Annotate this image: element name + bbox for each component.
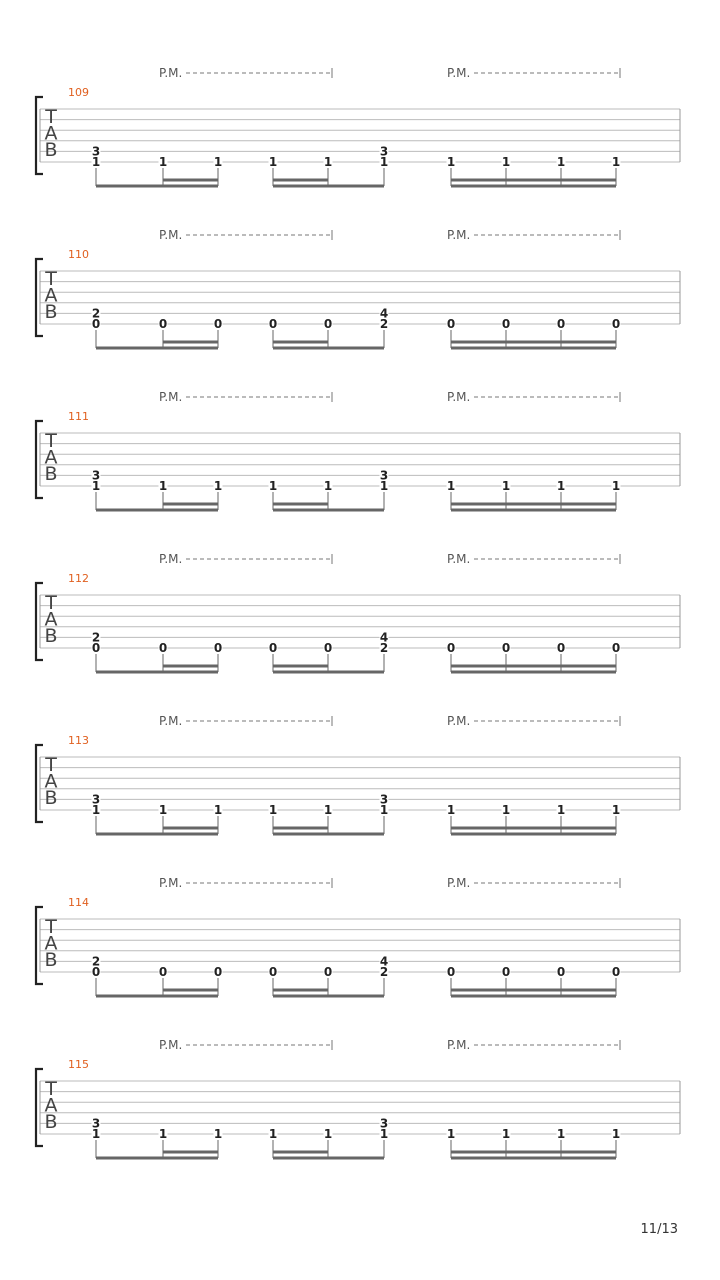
fret-number: 1 <box>91 479 101 493</box>
bar-number: 109 <box>68 86 89 99</box>
fret-number: 1 <box>91 1127 101 1141</box>
tab-clef-letter: T <box>45 268 57 290</box>
tab-clef-letter: T <box>45 592 57 614</box>
fret-number: 0 <box>446 641 456 655</box>
fret-number: 1 <box>379 155 389 169</box>
tab-clef-letter: B <box>44 139 58 161</box>
fret-number: 0 <box>446 965 456 979</box>
tab-clef-letter: B <box>44 625 58 647</box>
fret-number: 3 <box>91 792 101 807</box>
tab-clef-letter: A <box>44 122 58 145</box>
tab-clef-letter: T <box>45 1078 57 1100</box>
fret-number: 1 <box>91 155 101 169</box>
tab-clef-letter: A <box>44 770 58 793</box>
tab-system <box>36 66 680 186</box>
fret-number: 0 <box>268 965 278 979</box>
fret-number: 0 <box>158 965 168 979</box>
fret-number: 0 <box>323 317 333 331</box>
bar-number: 115 <box>68 1058 89 1071</box>
fret-number: 0 <box>446 317 456 331</box>
fret-number: 1 <box>556 1127 566 1141</box>
palm-mute-label: P.M. <box>447 714 471 728</box>
fret-number: 0 <box>556 317 566 331</box>
tab-system <box>36 714 680 834</box>
fret-number: 1 <box>556 479 566 493</box>
fret-number: 0 <box>268 641 278 655</box>
fret-number: 0 <box>213 317 223 331</box>
palm-mute-label: P.M. <box>159 714 183 728</box>
palm-mute-label: P.M. <box>447 1038 471 1052</box>
fret-number: 1 <box>379 479 389 493</box>
tab-clef-letter: A <box>44 446 58 469</box>
palm-mute-label: P.M. <box>447 228 471 242</box>
fret-number: 1 <box>213 155 223 169</box>
fret-number: 0 <box>556 641 566 655</box>
fret-number: 4 <box>379 306 389 321</box>
fret-number: 1 <box>501 1127 511 1141</box>
fret-number: 3 <box>379 792 389 807</box>
palm-mute-label: P.M. <box>447 552 471 566</box>
fret-number: 0 <box>158 641 168 655</box>
tab-system <box>36 1038 680 1158</box>
bar-number: 114 <box>68 896 89 909</box>
fret-number: 1 <box>158 803 168 817</box>
fret-number: 0 <box>611 641 621 655</box>
fret-number: 1 <box>611 479 621 493</box>
fret-number: 1 <box>501 155 511 169</box>
fret-number: 1 <box>323 803 333 817</box>
palm-mute-label: P.M. <box>447 876 471 890</box>
fret-number: 1 <box>213 1127 223 1141</box>
fret-number: 1 <box>611 803 621 817</box>
fret-number: 0 <box>501 641 511 655</box>
fret-number: 1 <box>213 803 223 817</box>
palm-mute-label: P.M. <box>159 876 183 890</box>
fret-number: 1 <box>379 1127 389 1141</box>
fret-number: 2 <box>379 965 389 979</box>
fret-number: 1 <box>379 803 389 817</box>
fret-number: 0 <box>91 965 101 979</box>
tab-clef-letter: A <box>44 1094 58 1117</box>
tab-clef-letter: T <box>45 916 57 938</box>
fret-number: 1 <box>268 1127 278 1141</box>
tab-system <box>36 228 680 348</box>
fret-number: 3 <box>91 1116 101 1131</box>
tab-clef-letter: T <box>45 430 57 452</box>
palm-mute-label: P.M. <box>159 228 183 242</box>
fret-number: 0 <box>91 641 101 655</box>
fret-number: 1 <box>446 803 456 817</box>
fret-number: 1 <box>158 1127 168 1141</box>
fret-number: 1 <box>501 803 511 817</box>
fret-number: 1 <box>268 479 278 493</box>
tab-clef-letter: B <box>44 787 58 809</box>
fret-number: 2 <box>91 954 101 969</box>
bar-number: 112 <box>68 572 89 585</box>
fret-number: 3 <box>91 144 101 159</box>
palm-mute-label: P.M. <box>159 390 183 404</box>
fret-number: 3 <box>379 468 389 483</box>
fret-number: 2 <box>379 641 389 655</box>
tab-clef-letter: B <box>44 1111 58 1133</box>
fret-number: 1 <box>323 155 333 169</box>
fret-number: 0 <box>213 965 223 979</box>
fret-number: 3 <box>379 1116 389 1131</box>
fret-number: 2 <box>91 306 101 321</box>
fret-number: 3 <box>379 144 389 159</box>
fret-number: 0 <box>611 965 621 979</box>
fret-number: 1 <box>323 479 333 493</box>
fret-number: 2 <box>91 630 101 645</box>
fret-number: 0 <box>158 317 168 331</box>
palm-mute-label: P.M. <box>447 66 471 80</box>
fret-number: 0 <box>213 641 223 655</box>
fret-number: 1 <box>268 155 278 169</box>
fret-number: 1 <box>158 155 168 169</box>
fret-number: 0 <box>556 965 566 979</box>
fret-number: 1 <box>556 155 566 169</box>
fret-number: 0 <box>91 317 101 331</box>
palm-mute-label: P.M. <box>159 66 183 80</box>
fret-number: 1 <box>91 803 101 817</box>
fret-number: 1 <box>323 1127 333 1141</box>
fret-number: 1 <box>446 479 456 493</box>
palm-mute-label: P.M. <box>159 552 183 566</box>
fret-number: 1 <box>268 803 278 817</box>
fret-number: 4 <box>379 630 389 645</box>
fret-number: 0 <box>501 317 511 331</box>
fret-number: 1 <box>446 1127 456 1141</box>
fret-number: 1 <box>213 479 223 493</box>
tab-clef-letter: A <box>44 284 58 307</box>
fret-number: 0 <box>323 641 333 655</box>
fret-number: 1 <box>611 1127 621 1141</box>
palm-mute-label: P.M. <box>159 1038 183 1052</box>
bar-number: 113 <box>68 734 89 747</box>
tab-system <box>36 552 680 672</box>
fret-number: 1 <box>611 155 621 169</box>
bar-number: 111 <box>68 410 89 423</box>
fret-number: 0 <box>323 965 333 979</box>
tab-clef-letter: A <box>44 608 58 631</box>
fret-number: 1 <box>501 479 511 493</box>
fret-number: 0 <box>611 317 621 331</box>
fret-number: 0 <box>268 317 278 331</box>
palm-mute-label: P.M. <box>447 390 471 404</box>
fret-number: 1 <box>446 155 456 169</box>
tab-system <box>36 876 680 996</box>
bar-number: 110 <box>68 248 89 261</box>
fret-number: 3 <box>91 468 101 483</box>
tab-system <box>36 390 680 510</box>
tab-clef-letter: B <box>44 463 58 485</box>
tab-clef-letter: B <box>44 301 58 323</box>
tab-clef-letter: B <box>44 949 58 971</box>
fret-number: 0 <box>501 965 511 979</box>
tab-clef-letter: T <box>45 106 57 128</box>
tab-clef-letter: A <box>44 932 58 955</box>
fret-number: 1 <box>556 803 566 817</box>
fret-number: 2 <box>379 317 389 331</box>
tab-clef-letter: T <box>45 754 57 776</box>
fret-number: 1 <box>158 479 168 493</box>
fret-number: 4 <box>379 954 389 969</box>
page-number: 11/13 <box>640 1222 678 1237</box>
